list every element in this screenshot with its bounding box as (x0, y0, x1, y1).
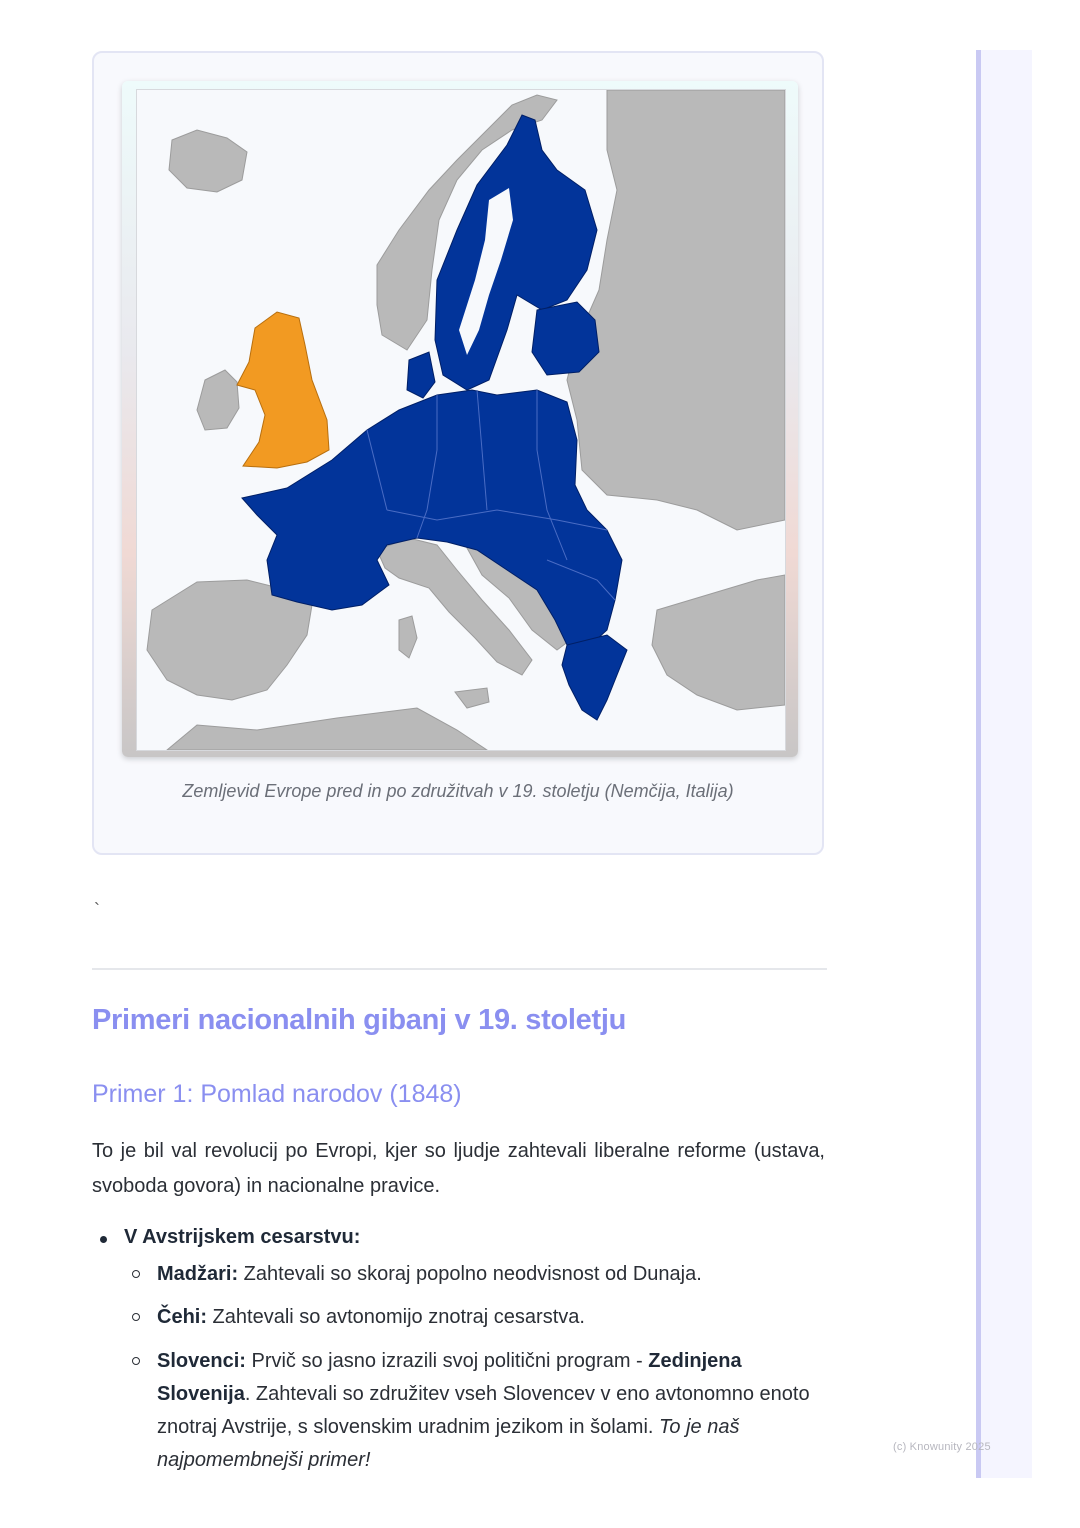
bullet-label: V Avstrijskem cesarstvu: (124, 1226, 361, 1248)
bullet-circle-icon (132, 1313, 140, 1321)
example-title: Primer 1: Pomlad narodov (1848) (92, 1080, 462, 1108)
watermark: (c) Knowunity 2025 (893, 1441, 991, 1453)
figure-card (92, 51, 824, 855)
figure-caption: Zemljevid Evrope pred in po združitvah v 19. stoletju (Nemčija, Italija) (182, 781, 734, 801)
item-label: Madžari: (157, 1263, 239, 1285)
item-text: Zahtevali so skoraj popolno neodvisnost od Dunaja. (238, 1263, 702, 1285)
bullet-circle-icon (132, 1357, 140, 1365)
side-rail (976, 50, 1032, 1478)
europe-map (136, 89, 786, 751)
item-label: Slovenci: (157, 1350, 246, 1372)
section-title: Primeri nacionalnih gibanj v 19. stoletju (92, 1004, 626, 1036)
section-divider (92, 968, 827, 970)
stray-mark: ` (94, 900, 100, 920)
item-text-after: . Zahtevali so združitev vseh Slovencev v eno avtonomno enoto znotraj Avstrije, s slovenskim uradnim jezikom in šolami. (157, 1383, 810, 1438)
bullet-dot-icon (100, 1236, 107, 1243)
item-italic-note: To je naš najpomembnejši primer! (157, 1416, 740, 1471)
example-intro: To je bil val revolucij po Evropi, kjer so ljudje zahtevali liberalne reforme (ustava, svoboda govora) in nacionalne pravice. (92, 1140, 825, 1197)
side-rail-line (976, 50, 981, 1478)
item-text: Prvič so jasno izrazili svoj politični program - (245, 1350, 649, 1372)
item-bold-term: Zedinjena Slovenija (157, 1350, 742, 1405)
item-label: Čehi: (157, 1306, 207, 1328)
map-frame (122, 81, 798, 757)
bullet-circle-icon (132, 1270, 140, 1278)
item-text: Zahtevali so avtonomijo znotraj cesarstva. (207, 1306, 585, 1328)
